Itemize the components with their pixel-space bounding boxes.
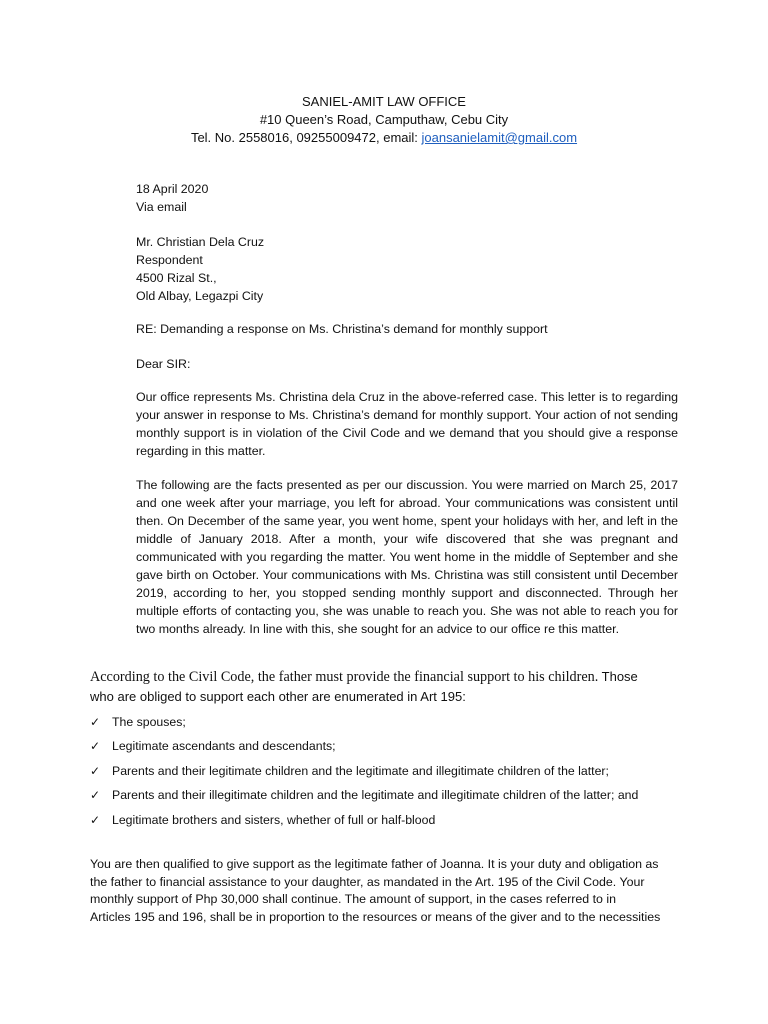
support-line: Articles 195 and 196, shall be in proportion to the resources or means of the giver and to the necessities bbox=[90, 909, 661, 924]
civil-code-line-1 bbox=[90, 667, 690, 687]
obligated-list bbox=[90, 713, 690, 835]
paragraph-support bbox=[90, 856, 680, 926]
list-item bbox=[90, 786, 690, 810]
subject-line: RE: Demanding a response on Ms. Christina’s demand for monthly support bbox=[136, 322, 548, 336]
civil-code-continuation: Those bbox=[598, 669, 638, 684]
list-item-text: Legitimate brothers and sisters, whether of full or half-blood bbox=[112, 812, 436, 827]
paragraph-facts: The following are the facts presented as per our discussion. You were married on March 25, 2017 and one week after your marriage, you left for abroad. Your communications was consistent until then. On December of the same year, you went home, spent your holidays with her, and left in the middle of January 2018. After a month, your wife discovered that she was pregnant and communicated with you regarding the matter. You went home in the middle of September and she gave birth on October. Your communications with Ms. Christina was still consistent until December 2019, according to her, you stopped sending monthly support and disconnected. Through her multiple efforts of contacting you, she was unable to reach you. She was not able to reach you for two months already. In line with this, she sought for an advice to our office re this matter. bbox=[136, 478, 678, 636]
civil-code-intro bbox=[90, 667, 690, 707]
list-item bbox=[90, 762, 690, 786]
civil-code-line-2: who are obliged to support each other are enumerated in Art 195: bbox=[90, 689, 466, 704]
office-address: #10 Queen’s Road, Camputhaw, Cebu City bbox=[259, 112, 509, 127]
list-item-text: Legitimate ascendants and descendants; bbox=[112, 739, 336, 754]
recipient-block bbox=[136, 233, 678, 305]
date-block bbox=[136, 180, 678, 216]
list-item bbox=[90, 713, 690, 737]
civil-code-statement: According to the Civil Code, the father must provide the financial support to his children. bbox=[90, 669, 599, 685]
list-item-text: Parents and their illegitimate children and the legitimate and illegitimate children of the latter; and bbox=[112, 788, 639, 803]
recipient-street: 4500 Rizal St., bbox=[136, 271, 217, 285]
letter-date: 18 April 2020 bbox=[136, 182, 209, 196]
delivery-method: Via email bbox=[136, 200, 187, 214]
office-contact bbox=[0, 129, 768, 147]
office-name: SANIEL-AMIT LAW OFFICE bbox=[302, 94, 466, 109]
paragraph-representation: Our office represents Ms. Christina dela Cruz in the above-referred case. This letter is to regarding your answer in response to Ms. Christina’s demand for monthly support. Your action of not sending monthly support is in violation of the Civil Code and we demand that you should give a response regarding in this matter. bbox=[136, 390, 678, 458]
list-item-text: Parents and their legitimate children and the legitimate and illegitimate children of the latter; bbox=[112, 763, 609, 778]
email-link[interactable]: joansanielamit@gmail.com bbox=[421, 130, 578, 145]
checkmark-icon: ✓ bbox=[90, 763, 101, 778]
list-item bbox=[90, 737, 690, 761]
checkmark-icon: ✓ bbox=[90, 812, 101, 827]
recipient-role: Respondent bbox=[136, 253, 203, 267]
list-item bbox=[90, 811, 690, 835]
support-line: monthly support of Php 30,000 shall continue. The amount of support, in the cases referred to in bbox=[90, 892, 617, 907]
checkmark-icon: ✓ bbox=[90, 788, 101, 803]
letterhead bbox=[0, 93, 768, 147]
salutation: Dear SIR: bbox=[136, 357, 191, 371]
checkmark-icon: ✓ bbox=[90, 715, 101, 729]
support-line: the father to financial assistance to your daughter, as mandated in the Art. 195 of the Civil Code. Your bbox=[90, 874, 645, 889]
contact-numbers: Tel. No. 2558016, 09255009472, email: bbox=[190, 130, 422, 145]
recipient-name: Mr. Christian Dela Cruz bbox=[136, 235, 265, 249]
list-item-text: The spouses; bbox=[112, 715, 186, 729]
checkmark-icon: ✓ bbox=[90, 739, 101, 754]
recipient-city: Old Albay, Legazpi City bbox=[136, 289, 264, 303]
support-line: You are then qualified to give support as the legitimate father of Joanna. It is your duty and obligation as bbox=[90, 857, 659, 871]
